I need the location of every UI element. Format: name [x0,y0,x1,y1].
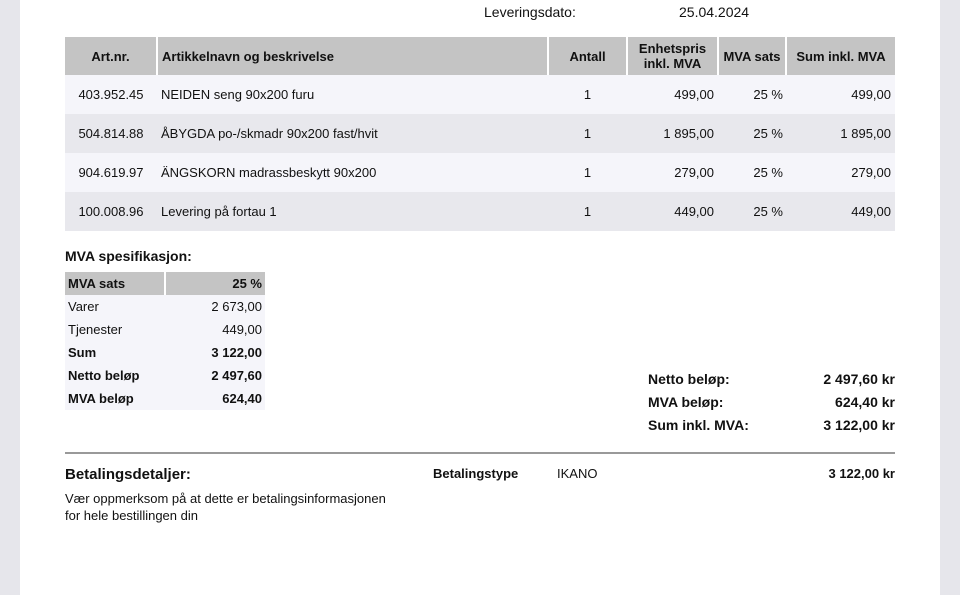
cell-sum: 499,00 [786,75,895,114]
total-value: 624,40 kr [835,394,895,410]
cell-vat: 25 % [718,75,786,114]
delivery-date-value: 25.04.2024 [679,4,750,20]
cell-qty: 1 [548,75,627,114]
payment-note-line2: for hele bestillingen din [65,508,198,523]
cell-vat: 25 % [718,192,786,231]
cell-qty: 1 [548,114,627,153]
total-label: MVA beløp: [648,394,724,410]
vat-spec-header-rate: 25 % [165,272,265,295]
table-header [65,37,895,75]
vat-spec-row [65,341,265,364]
total-row [648,417,895,433]
total-label: Netto beløp: [648,371,730,387]
cell-name: NEIDEN seng 90x200 furu [157,75,548,114]
divider [65,452,895,454]
payment-type-label: Betalingstype [433,466,519,481]
cell-name: ÄNGSKORN madrassbeskytt 90x200 [157,153,548,192]
cell-sum: 1 895,00 [786,114,895,153]
cell-sum: 449,00 [786,192,895,231]
table-row [65,114,895,153]
cell-qty: 1 [548,192,627,231]
vat-spec-value: 2 673,00 [165,295,265,318]
col-name: Artikkelnavn og beskrivelse [157,37,548,75]
payment-note-line1: Vær oppmerksom på at dette er betalingsinformasjonen [65,491,386,506]
vat-spec-label: Tjenester [65,318,165,341]
payment-title: Betalingsdetaljer: [65,466,191,483]
col-artnr: Art.nr. [65,37,157,75]
cell-unit: 279,00 [627,153,718,192]
vat-spec-label: Netto beløp [65,364,165,387]
vat-spec-row [65,387,265,410]
vat-spec-title: MVA spesifikasjon: [65,248,192,264]
cell-artnr: 100.008.96 [65,192,157,231]
cell-qty: 1 [548,153,627,192]
col-qty: Antall [548,37,627,75]
payment-amount: 3 122,00 kr [828,466,895,481]
cell-name: ÅBYGDA po-/skmadr 90x200 fast/hvit [157,114,548,153]
total-row [648,394,895,410]
cell-artnr: 504.814.88 [65,114,157,153]
total-label: Sum inkl. MVA: [648,417,749,433]
vat-spec-header-label: MVA sats [65,272,165,295]
vat-spec-label: Sum [65,341,165,364]
cell-artnr: 403.952.45 [65,75,157,114]
cell-vat: 25 % [718,114,786,153]
cell-unit: 1 895,00 [627,114,718,153]
vat-spec-row [65,364,265,387]
vat-spec-value: 624,40 [165,387,265,410]
vat-spec-row [65,318,265,341]
total-row [648,371,895,387]
vat-spec-table [65,272,265,410]
cell-artnr: 904.619.97 [65,153,157,192]
payment-type-value: IKANO [557,466,598,481]
total-value: 3 122,00 kr [823,417,895,433]
col-vat: MVA sats [718,37,786,75]
col-sum: Sum inkl. MVA [786,37,895,75]
col-unit-price: Enhetspris inkl. MVA [627,37,718,75]
vat-spec-row [65,295,265,318]
cell-vat: 25 % [718,153,786,192]
total-value: 2 497,60 kr [823,371,895,387]
cell-unit: 449,00 [627,192,718,231]
vat-spec-value: 3 122,00 [165,341,265,364]
table-row [65,75,895,114]
cell-name: Levering på fortau 1 [157,192,548,231]
cell-sum: 279,00 [786,153,895,192]
vat-spec-value: 2 497,60 [165,364,265,387]
delivery-date-label: Leveringsdato: [484,4,576,20]
vat-spec-label: MVA beløp [65,387,165,410]
vat-spec-label: Varer [65,295,165,318]
items-table [65,37,895,231]
cell-unit: 499,00 [627,75,718,114]
vat-spec-value: 449,00 [165,318,265,341]
table-row [65,153,895,192]
table-row [65,192,895,231]
